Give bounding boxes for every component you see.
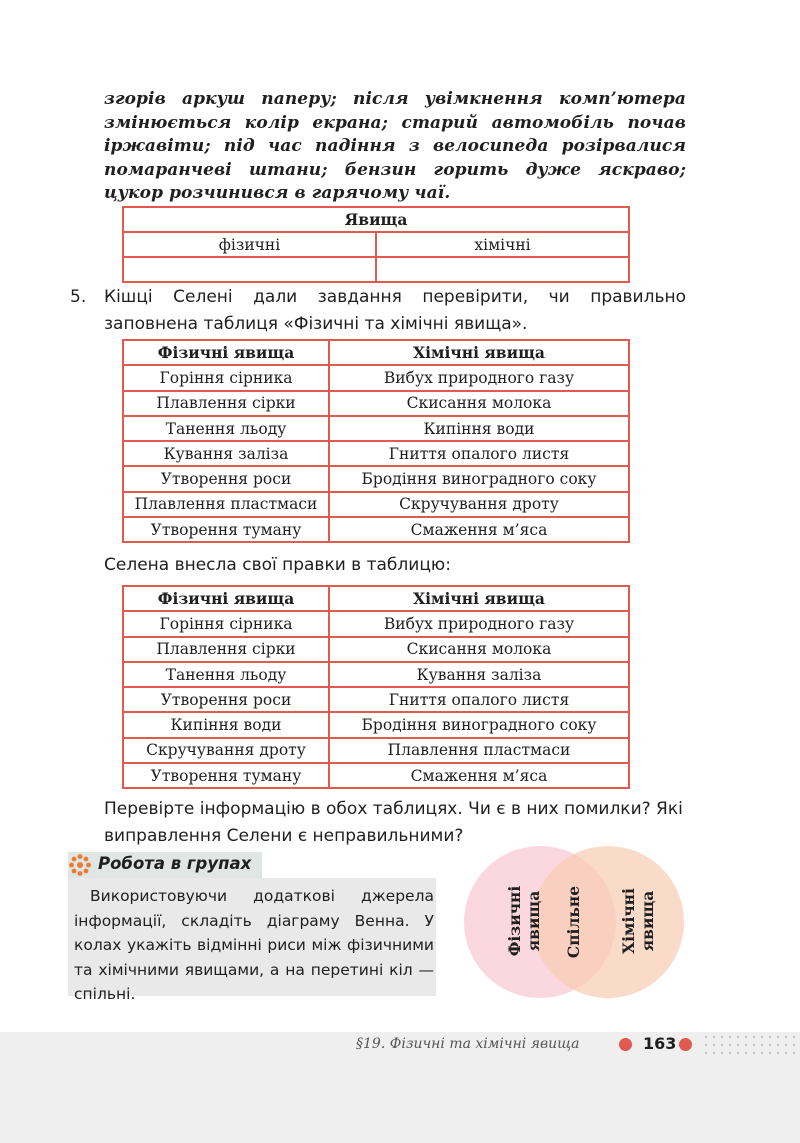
table-cell: Гниття опалого листя: [329, 441, 629, 466]
phenomena-col-chemical: хімічні: [376, 232, 629, 257]
venn-left-label-line1: Фізичні: [505, 885, 524, 957]
table-row: [123, 662, 629, 687]
venn-right-label-line1: Хімічні: [619, 888, 638, 954]
phenomena-table-header: Явища: [123, 207, 629, 232]
table-row: [123, 517, 629, 542]
table-cell: Гниття опалого листя: [329, 687, 629, 712]
table2-header-physical: Фізичні явища: [123, 586, 329, 611]
table-cell: Скисання молока: [329, 637, 629, 662]
table-cell: Скисання молока: [329, 391, 629, 416]
table-cell: Вибух природного газу: [329, 611, 629, 636]
task-5: [70, 284, 686, 338]
table-cell: Утворення роси: [123, 687, 329, 712]
table-row: [123, 416, 629, 441]
table-cell: Бродіння виноградного соку: [329, 466, 629, 491]
table-row: [123, 712, 629, 737]
venn-center-label: Спільне: [564, 885, 583, 959]
table-cell: Скручування дроту: [123, 738, 329, 763]
table-cell: Вибух природного газу: [329, 365, 629, 390]
intro-paragraph: згорів аркуш паперу; після увімкнення комп’ютера змінюється колір екрана; старий автомобіль почав іржавіти; під час падіння з велосипеда розірвалися помаранчеві штани; бензин горить дуже яскраво; цукор розчинився в гарячому чаї.: [104, 89, 686, 203]
phenomena-col-physical: фізичні: [123, 232, 376, 257]
group-work-box: [68, 878, 436, 1003]
table-cell: Утворення роси: [123, 466, 329, 491]
check-question: Перевірте інформацію в обох таблицях. Чи є в них помилки? Які виправлення Селени є неправильними?: [104, 799, 683, 846]
table-cell: Кування заліза: [123, 441, 329, 466]
corrected-table: [122, 585, 630, 789]
table-cell: Горіння сірника: [123, 611, 329, 636]
table1-header-chemical: Хімічні явища: [329, 340, 629, 365]
table-cell: Плавлення сірки: [123, 637, 329, 662]
page-dot-right-icon: [679, 1038, 692, 1051]
footer-section-title: §19. Фізичні та хімічні явища: [356, 1036, 580, 1052]
selena-note: Селена внесла свої правки в таблицю:: [104, 555, 451, 575]
table-row: [123, 466, 629, 491]
task-text: Кішці Селені дали завдання перевірити, чи правильно заповнена таблиця «Фізичні та хімічні явища».: [104, 287, 686, 334]
table-cell: Кипіння води: [123, 712, 329, 737]
table-row: [123, 637, 629, 662]
table-cell: Плавлення пластмаси: [329, 738, 629, 763]
table-cell: Утворення туману: [123, 517, 329, 542]
table-row: [123, 738, 629, 763]
decorative-dots-icon: [704, 1035, 800, 1055]
phenomena-table: [122, 206, 630, 283]
table-cell: Плавлення пластмаси: [123, 492, 329, 517]
venn-diagram: [462, 842, 692, 1002]
page-number: 163: [643, 1034, 677, 1053]
group-work-header: [68, 852, 262, 878]
phenomena-empty-cell: [376, 257, 629, 282]
table-cell: Кипіння води: [329, 416, 629, 441]
venn-left-label-line2: явища: [524, 890, 543, 952]
table-cell: Кування заліза: [329, 662, 629, 687]
table-cell: Танення льоду: [123, 662, 329, 687]
venn-left-label: [505, 876, 545, 966]
phenomena-empty-cell: [123, 257, 376, 282]
table-row: [123, 365, 629, 390]
page-dot-left-icon: [619, 1038, 632, 1051]
table-row: [123, 687, 629, 712]
venn-right-label: [619, 876, 659, 966]
table-cell: Скручування дроту: [329, 492, 629, 517]
table-cell: Горіння сірника: [123, 365, 329, 390]
table-cell: Танення льоду: [123, 416, 329, 441]
table-cell: Плавлення сірки: [123, 391, 329, 416]
table-row: [123, 441, 629, 466]
venn-right-circle: [532, 846, 684, 998]
group-work-title: Робота в групах: [98, 854, 252, 873]
table1-header-physical: Фізичні явища: [123, 340, 329, 365]
table-cell: Смаження м’яса: [329, 763, 629, 788]
table-cell: Смаження м’яса: [329, 517, 629, 542]
group-work-text: Використовуючи додаткові джерела інформації, складіть діаграму Венна. У колах укажіть відмінні риси між фізичними та хімічними явищами, а на перетині кіл — спільні.: [74, 887, 434, 1003]
table2-header-chemical: Хімічні явища: [329, 586, 629, 611]
table-row: [123, 391, 629, 416]
original-table: [122, 339, 630, 543]
group-work-icon: [68, 853, 92, 877]
venn-right-label-line2: явища: [638, 890, 657, 952]
table-row: [123, 611, 629, 636]
task-number: 5.: [70, 287, 87, 307]
table-cell: Утворення туману: [123, 763, 329, 788]
table-cell: Бродіння виноградного соку: [329, 712, 629, 737]
table-row: [123, 492, 629, 517]
table-row: [123, 763, 629, 788]
